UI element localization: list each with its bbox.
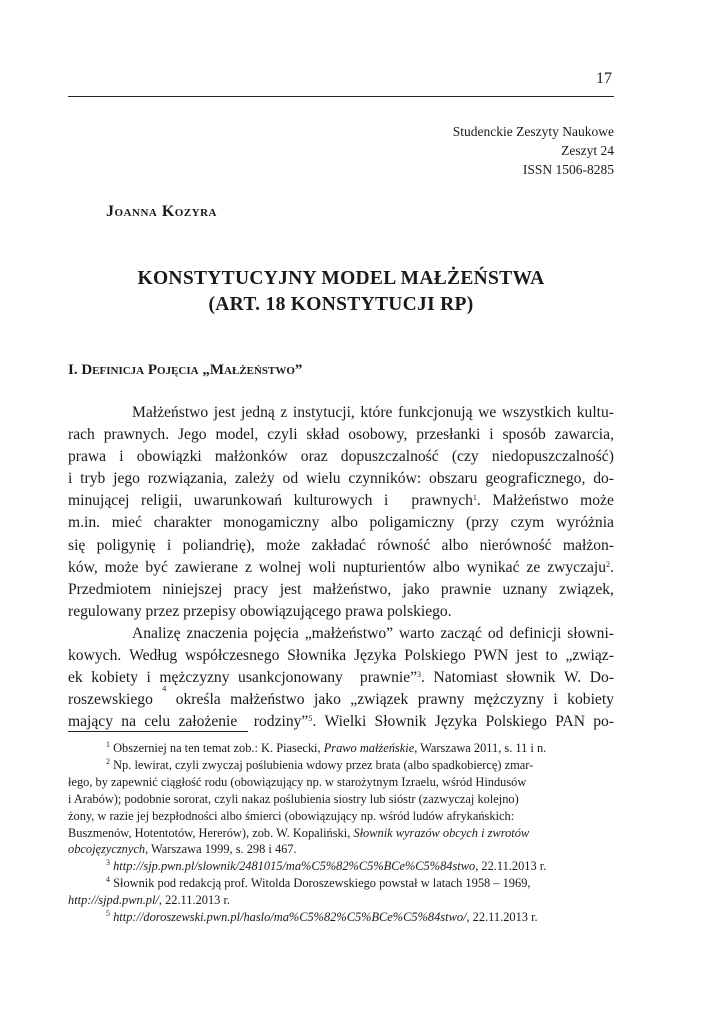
word: uznany — [502, 580, 548, 598]
word: Do- — [589, 669, 614, 687]
word: słowni- — [567, 624, 614, 642]
word: małżeństwo, — [312, 580, 392, 598]
word: poliandrię), — [182, 536, 255, 554]
word: W. — [564, 669, 582, 687]
word: małżeństwo — [230, 691, 305, 709]
section-heading: I. Definicja Pojęcia „Małżeństwo” — [68, 362, 303, 378]
word: ków, — [68, 558, 98, 576]
word: Małżeństwo — [132, 404, 209, 421]
word: celu — [144, 713, 171, 731]
word: rodziny”$^5$. — [253, 713, 317, 731]
word: prawnych. — [103, 426, 170, 444]
footnote-4: $^4$ Słownik pod redakcją prof. Witolda Doroszewskiego powstał w latach 1958 – 1969, — [106, 875, 531, 891]
text-line — [68, 490, 614, 512]
footnote-link[interactable]: http://sjpd.pwn.pl/ — [68, 893, 159, 908]
word: usankcjonowany — [238, 669, 343, 687]
word: może — [580, 492, 614, 510]
word: i — [166, 536, 172, 554]
word: oraz — [300, 448, 328, 466]
word: równość — [377, 536, 431, 554]
footnote-3: $^3$ http://sjp.pwn.pl/slownik/2481015/ma%C5%82%C5%BCe%C5%84stwo, 22.11.2013 r. — [106, 858, 547, 874]
word: (przy — [466, 514, 499, 532]
word: we — [478, 404, 497, 421]
word: pracy — [233, 580, 269, 598]
word: obowiązki — [136, 448, 202, 466]
text-line: roszewskiego 4 określa małżeństwo jako „związek prawny mężczyzny i kobiety — [68, 689, 614, 711]
word: zacząć — [440, 624, 482, 642]
word: zwyczaju$^2$. — [547, 558, 614, 576]
text-line — [68, 601, 614, 623]
word: minującej — [68, 492, 130, 510]
article-title — [68, 266, 614, 318]
word: mężczyzny — [159, 669, 230, 687]
word: jest — [213, 404, 236, 421]
journal-issn: ISSN 1506-8285 — [522, 162, 614, 177]
word: założenie — [178, 713, 238, 731]
word: współczesnego — [185, 647, 280, 665]
word: wolnej — [258, 558, 302, 576]
word: instytucji, — [292, 404, 355, 421]
word: poligamiczny — [369, 514, 455, 532]
word: czynników: — [348, 470, 422, 488]
footnote-1: $^1$ Obszerniej na ten temat zob.: K. Piasecki, Prawo małżeńskie, Warszawa 2011, s. 11 i n. — [106, 740, 547, 755]
word: monogamiczny — [223, 514, 320, 532]
journal-info — [453, 122, 614, 179]
word: związek, — [558, 580, 614, 598]
word: PWN — [473, 647, 509, 665]
word: Języka — [434, 713, 478, 731]
word: zakładać — [311, 536, 366, 554]
word: (czy — [451, 448, 479, 466]
word: nupturientów — [342, 558, 426, 576]
word: zawierane — [174, 558, 239, 576]
word: jest — [516, 647, 538, 665]
word: kobiety — [91, 669, 139, 687]
text-line — [68, 446, 614, 468]
word: prawnie — [440, 580, 492, 598]
word: wyróżnia — [555, 514, 614, 532]
word: Polskiego — [404, 647, 466, 665]
word: PAN — [555, 713, 585, 731]
word: skład — [306, 426, 340, 444]
word: definicji — [509, 624, 562, 642]
word: kultu- — [576, 404, 614, 421]
word: na — [121, 713, 136, 731]
word: Języka — [353, 647, 397, 665]
title-line-2: (ART. 18 KONSTYTUCJI RP) — [208, 294, 474, 315]
title-line-1: KONSTYTUCYJNY MODEL MAŁŻEŃSTWA — [137, 268, 545, 289]
word: kobiety — [567, 691, 614, 709]
word: do- — [593, 470, 614, 488]
word: słownik — [506, 669, 556, 687]
word: Słownika — [287, 647, 347, 665]
word: ek — [68, 669, 83, 687]
journal-issue: Zeszyt 24 — [561, 143, 614, 158]
word: i — [383, 492, 389, 510]
word: niniejszej — [162, 580, 223, 598]
word: mieć — [111, 514, 142, 532]
footnote-ref: 1 — [472, 493, 477, 503]
author-name: Joanna Kozyra — [106, 203, 218, 220]
word: może — [104, 558, 139, 576]
word: woli — [308, 558, 336, 576]
word: wielu — [305, 470, 341, 488]
text-line — [68, 468, 614, 490]
text-line — [68, 402, 614, 424]
word: zależy — [234, 470, 275, 488]
word: z — [244, 558, 252, 576]
word: rach — [68, 426, 95, 444]
word: m.in. — [68, 514, 101, 532]
word: i — [68, 470, 73, 488]
word: model, — [215, 426, 259, 444]
word: przesłanki — [416, 426, 481, 444]
footnote-ref: 4 — [162, 684, 167, 694]
word: się — [68, 536, 86, 554]
word: niedopuszczalność) — [491, 448, 614, 466]
word: albo — [441, 536, 469, 554]
word: znaczenia — [186, 624, 248, 642]
word: poligynię — [96, 536, 156, 554]
word: po- — [593, 713, 614, 731]
footnote-2-line: łego, by zapewnić ciągłość rodu (obowiązujący np. w starożytnym Izraelu, wśród Hindusów — [68, 774, 527, 789]
word: warto — [398, 624, 435, 642]
word: i — [553, 691, 558, 709]
word: czyli — [267, 426, 298, 444]
word: które — [360, 404, 393, 421]
footnote-2-line: obcojęzycznych, Warszawa 1999, s. 298 i 467. — [68, 842, 297, 857]
text-segment: regulowany przez przepisy obowiązującego prawa polskiego. — [68, 602, 452, 620]
word: Wielki — [324, 713, 367, 731]
word: mający — [68, 713, 114, 731]
word: Jego — [177, 426, 207, 444]
footnote-4-line: http://sjpd.pwn.pl/, 22.11.2013 r. — [68, 893, 231, 908]
word: jedną — [241, 404, 275, 421]
word: Małżeństwo — [492, 492, 569, 510]
word: „związ- — [565, 647, 614, 665]
word: prawa — [68, 448, 107, 466]
word: sposób — [502, 426, 546, 444]
footnote-link[interactable]: http://doroszewski.pwn.pl/haslo/ma%C5%82%C5%BCe%C5%84stwo/ — [113, 910, 467, 925]
word: i — [489, 426, 494, 444]
word: albo — [331, 514, 358, 532]
footnote-ref: 3 — [417, 670, 422, 680]
word: czym — [510, 514, 545, 532]
word: to — [545, 647, 558, 665]
word: mężczyzny — [473, 691, 545, 709]
text-line — [68, 623, 614, 645]
word: nierówność — [479, 536, 552, 554]
word: wynikać — [466, 558, 520, 576]
word: „małżeństwo” — [304, 624, 394, 642]
word: małżon- — [562, 536, 614, 554]
footnote-ref: 5 — [308, 714, 313, 724]
word: pojęcia — [253, 624, 299, 642]
word: kowych. — [68, 647, 122, 665]
text-line — [68, 424, 614, 446]
word: jest — [279, 580, 302, 598]
body-text — [68, 402, 614, 733]
word: określa — [175, 691, 221, 709]
text-line — [68, 667, 614, 689]
word: jako — [402, 580, 430, 598]
footnote-rule — [68, 731, 248, 732]
word: Według — [129, 647, 178, 665]
word: jego — [113, 470, 140, 488]
word: i — [119, 448, 124, 466]
word: rozwiązania, — [147, 470, 228, 488]
word: „związek — [350, 691, 409, 709]
word: uwarunkowań — [193, 492, 283, 510]
journal-name: Studenckie Zeszyty Naukowe — [452, 124, 614, 139]
word: kulturowych — [293, 492, 373, 510]
word: od — [487, 624, 504, 642]
word: charakter — [153, 514, 212, 532]
word: Natomiast — [433, 669, 498, 687]
word: obszaru — [429, 470, 478, 488]
footnote-ref: 2 — [606, 559, 611, 569]
footnote-link[interactable]: http://sjp.pwn.pl/slownik/2481015/ma%C5%82%C5%BCe%C5%84stwo — [113, 859, 476, 874]
word: dopuszczalność — [340, 448, 439, 466]
word: prawnych$^1$. — [411, 492, 481, 510]
footnote-2: $^2$ Np. lewirat, czyli zwyczaj poślubienia wdowy przez brata (albo spadkobiercę) zmar- — [106, 756, 534, 772]
footnote-5: $^5$ http://doroszewski.pwn.pl/haslo/ma%C5%82%C5%BCe%C5%84stwo/, 22.11.2013 r. — [106, 909, 538, 925]
word: geograficznego, — [485, 470, 586, 488]
footnote-2-line: Buszmenów, Hotentotów, Hererów), zob. W. Kopaliński, Słownik wyrazów obcych i zwrotów — [68, 825, 530, 840]
word: Analizę — [132, 624, 181, 642]
word: od — [282, 470, 299, 488]
word: zawarcia, — [554, 426, 614, 444]
footnotes — [68, 740, 614, 926]
text-line — [68, 535, 614, 557]
word: Przedmiotem — [68, 580, 152, 598]
footnote-2-line: i Arabów); podobnie sororat, czyli nakaz poślubienia siostry lub sióstr (zazwyczaj kolejno) — [68, 791, 519, 806]
text-line — [68, 645, 614, 667]
text-line — [68, 512, 614, 534]
word: małżonków — [214, 448, 288, 466]
text-line — [68, 557, 614, 579]
word: osobowy, — [348, 426, 408, 444]
word: Słownik — [374, 713, 427, 731]
text-line — [68, 579, 614, 601]
word: albo — [432, 558, 460, 576]
word: być — [145, 558, 168, 576]
word: prawny — [417, 691, 465, 709]
word: jako — [314, 691, 341, 709]
word: tryb — [80, 470, 106, 488]
page-number: 17 — [596, 70, 612, 87]
word: funkcjonują — [398, 404, 473, 421]
word: z — [280, 404, 288, 421]
footnote-2-line: żony, w razie jej bezpłodności albo śmierci (obowiązujący np. wśród ludów afrykańskich: — [68, 808, 515, 823]
word: wszystkich — [501, 404, 572, 421]
word: może — [266, 536, 301, 554]
word: i — [146, 669, 151, 687]
word: religii, — [141, 492, 183, 510]
header-rule — [68, 96, 614, 97]
word: Polskiego — [485, 713, 547, 731]
word: prawnie”$^3$. — [359, 669, 425, 687]
word: ze — [526, 558, 541, 576]
